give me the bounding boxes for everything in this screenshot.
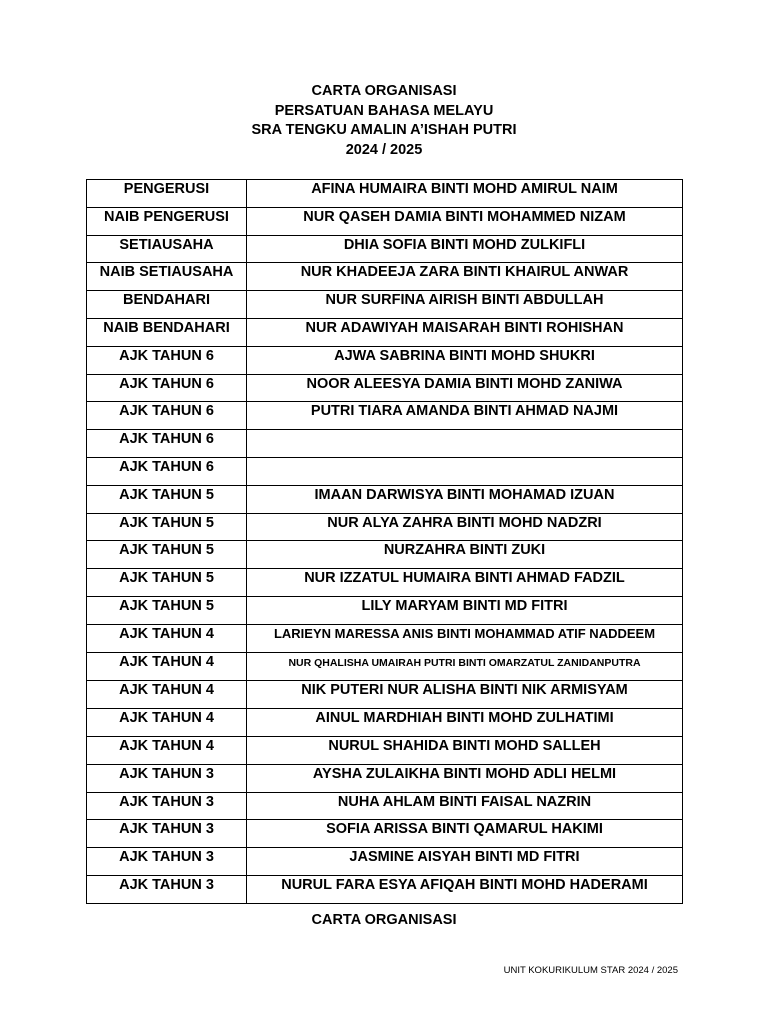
name-cell: AINUL MARDHIAH BINTI MOHD ZULHATIMI (247, 709, 683, 737)
header-organization: PERSATUAN BAHASA MELAYU (274, 102, 494, 119)
role-cell: AJK TAHUN 3 (87, 848, 247, 876)
table-row (87, 207, 683, 235)
role-cell: AJK TAHUN 3 (87, 875, 247, 903)
header-school: SRA TENGKU AMALIN A’ISHAH PUTRI (251, 122, 517, 138)
name-cell: LARIEYN MARESSA ANIS BINTI MOHAMMAD ATIF NADDEEM (247, 624, 683, 652)
footer-title: CARTA ORGANISASI (311, 912, 457, 928)
table-row (87, 291, 683, 319)
table-row (87, 736, 683, 764)
name-cell: DHIA SOFIA BINTI MOHD ZULKIFLI (247, 235, 683, 263)
role-cell: AJK TAHUN 3 (87, 792, 247, 820)
table-row (87, 235, 683, 263)
role-cell: AJK TAHUN 5 (87, 513, 247, 541)
name-cell (247, 457, 683, 485)
table-row (87, 263, 683, 291)
table-row (87, 709, 683, 737)
role-cell: AJK TAHUN 5 (87, 569, 247, 597)
name-cell: NUR SURFINA AIRISH BINTI ABDULLAH (247, 291, 683, 319)
name-cell: IMAAN DARWISYA BINTI MOHAMAD IZUAN (247, 485, 683, 513)
organization-table (86, 179, 683, 904)
table-row (87, 513, 683, 541)
role-cell: AJK TAHUN 5 (87, 541, 247, 569)
table-row (87, 430, 683, 458)
header-session: 2024 / 2025 (345, 141, 423, 158)
table-row (87, 541, 683, 569)
table-row (87, 569, 683, 597)
role-cell: PENGERUSI (87, 180, 247, 208)
name-cell: NUR ADAWIYAH MAISARAH BINTI ROHISHAN (247, 318, 683, 346)
role-cell: AJK TAHUN 4 (87, 709, 247, 737)
role-cell: NAIB SETIAUSAHA (87, 263, 247, 291)
name-cell: NURZAHRA BINTI ZUKI (247, 541, 683, 569)
table-row (87, 652, 683, 681)
header-title: CARTA ORGANISASI (311, 83, 457, 99)
table-row (87, 346, 683, 374)
table-row (87, 402, 683, 430)
name-cell: LILY MARYAM BINTI MD FITRI (247, 596, 683, 624)
role-cell: AJK TAHUN 6 (87, 430, 247, 458)
document-header (0, 82, 768, 160)
table-row (87, 457, 683, 485)
name-cell: NUR QASEH DAMIA BINTI MOHAMMED NIZAM (247, 207, 683, 235)
table-row (87, 180, 683, 208)
role-cell: AJK TAHUN 3 (87, 820, 247, 848)
table-row (87, 624, 683, 652)
name-cell: NUR IZZATUL HUMAIRA BINTI AHMAD FADZIL (247, 569, 683, 597)
name-cell: NURUL FARA ESYA AFIQAH BINTI MOHD HADERAMI (247, 875, 683, 903)
table-row (87, 875, 683, 903)
table-row (87, 764, 683, 792)
table-row (87, 792, 683, 820)
role-cell: AJK TAHUN 6 (87, 374, 247, 402)
table-row (87, 596, 683, 624)
role-cell: AJK TAHUN 5 (87, 485, 247, 513)
name-cell: AYSHA ZULAIKHA BINTI MOHD ADLI HELMI (247, 764, 683, 792)
role-cell: AJK TAHUN 6 (87, 457, 247, 485)
role-cell: NAIB PENGERUSI (87, 207, 247, 235)
name-cell: NUHA AHLAM BINTI FAISAL NAZRIN (247, 792, 683, 820)
role-cell: AJK TAHUN 6 (87, 346, 247, 374)
role-cell: AJK TAHUN 6 (87, 402, 247, 430)
table-row (87, 848, 683, 876)
table-row (87, 485, 683, 513)
name-cell: AJWA SABRINA BINTI MOHD SHUKRI (247, 346, 683, 374)
role-cell: AJK TAHUN 4 (87, 624, 247, 652)
name-cell: NUR KHADEEJA ZARA BINTI KHAIRUL ANWAR (247, 263, 683, 291)
role-cell: AJK TAHUN 4 (87, 652, 247, 681)
name-cell: NUR ALYA ZAHRA BINTI MOHD NADZRI (247, 513, 683, 541)
name-cell: SOFIA ARISSA BINTI QAMARUL HAKIMI (247, 820, 683, 848)
role-cell: BENDAHARI (87, 291, 247, 319)
role-cell: AJK TAHUN 5 (87, 596, 247, 624)
name-cell (247, 430, 683, 458)
name-cell: AFINA HUMAIRA BINTI MOHD AMIRUL NAIM (247, 180, 683, 208)
table-row (87, 374, 683, 402)
footer-note: UNIT KOKURIKULUM STAR 2024 / 2025 (503, 965, 678, 976)
table-row (87, 820, 683, 848)
name-cell: JASMINE AISYAH BINTI MD FITRI (247, 848, 683, 876)
name-cell: NURUL SHAHIDA BINTI MOHD SALLEH (247, 736, 683, 764)
table-row (87, 318, 683, 346)
name-cell: NUR QHALISHA UMAIRAH PUTRI BINTI OMARZATUL ZANIDANPUTRA (247, 652, 683, 681)
name-cell: PUTRI TIARA AMANDA BINTI AHMAD NAJMI (247, 402, 683, 430)
role-cell: SETIAUSAHA (87, 235, 247, 263)
table-row (87, 681, 683, 709)
role-cell: AJK TAHUN 4 (87, 681, 247, 709)
role-cell: NAIB BENDAHARI (87, 318, 247, 346)
name-cell: NOOR ALEESYA DAMIA BINTI MOHD ZANIWA (247, 374, 683, 402)
role-cell: AJK TAHUN 4 (87, 736, 247, 764)
name-cell: NIK PUTERI NUR ALISHA BINTI NIK ARMISYAM (247, 681, 683, 709)
role-cell: AJK TAHUN 3 (87, 764, 247, 792)
